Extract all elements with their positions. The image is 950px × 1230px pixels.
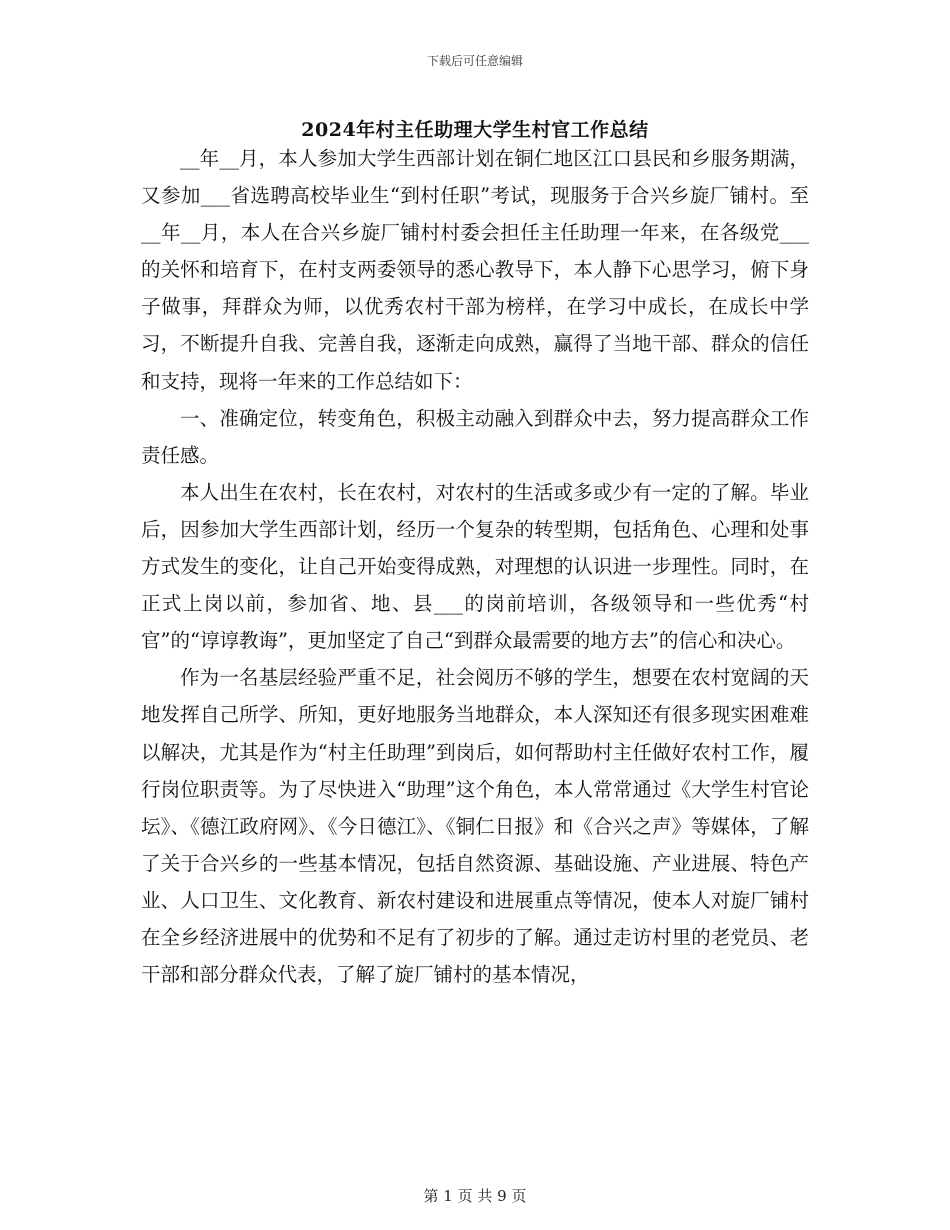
page-footer: 第 1 页 共 9 页 xyxy=(423,1187,527,1205)
paragraph-intro: __年__月，本人参加大学生西部计划在铜仁地区江口县民和乡服务期满，又参加___省选聘高校毕业生“到村任职”考试，现服务于合兴乡旋厂铺村。至__年__月，本人在合兴乡旋厂铺村村委会担任主任助理一年来，在各级党___的关怀和培育下，在村支两委领导的悉心教导下，本人静下心思学习，俯下身子做事，拜群众为师，以优秀农村干部为榜样，在学习中成长，在成长中学习，不断提升自我、完善自我，逐渐走向成熟，赢得了当地干部、群众的信任和支持，现将一年来的工作总结如下： xyxy=(141,147,809,393)
document-title: 2024年村主任助理大学生村官工作总结 xyxy=(301,119,649,141)
header-note: 下载后可任意编辑 xyxy=(426,54,523,68)
paragraph-section-heading: 一、准确定位，转变角色，积极主动融入到群众中去，努力提高群众工作责任感。 xyxy=(141,406,809,467)
paragraph-background: 本人出生在农村，长在农村，对农村的生活或多或少有一定的了解。毕业后，因参加大学生西部计划，经历一个复杂的转型期，包括角色、心理和处事方式发生的变化，让自己开始变得成熟，对理想的认识进一步理性。同时，在正式上岗以前，参加省、地、县___的岗前培训，各级领导和一些优秀“村官”的“谆谆教诲”，更加坚定了自己“到群众最需要的地方去”的信心和决心。 xyxy=(141,480,809,653)
document-body xyxy=(141,140,809,993)
paragraph-learning: 作为一名基层经验严重不足，社会阅历不够的学生，想要在农村宽阔的天地发挥自己所学、所知，更好地服务当地群众，本人深知还有很多现实困难难以解决，尤其是作为“村主任助理”到岗后，如何帮助村主任做好农村工作，履行岗位职责等。为了尽快进入“助理”这个角色，本人常常通过《大学生村官论坛》、《德江政府网》、《今日德江》、《铜仁日报》和《合兴之声》等媒体，了解了关于合兴乡的一些基本情况，包括自然资源、基础设施、产业进展、特色产业、人口卫生、文化教育、新农村建设和进展重点等情况，使本人对旋厂铺村在全乡经济进展中的优势和不足有了初步的了解。通过走访村里的老党员、老干部和部分群众代表，了解了旋厂铺村的基本情况， xyxy=(141,666,809,987)
